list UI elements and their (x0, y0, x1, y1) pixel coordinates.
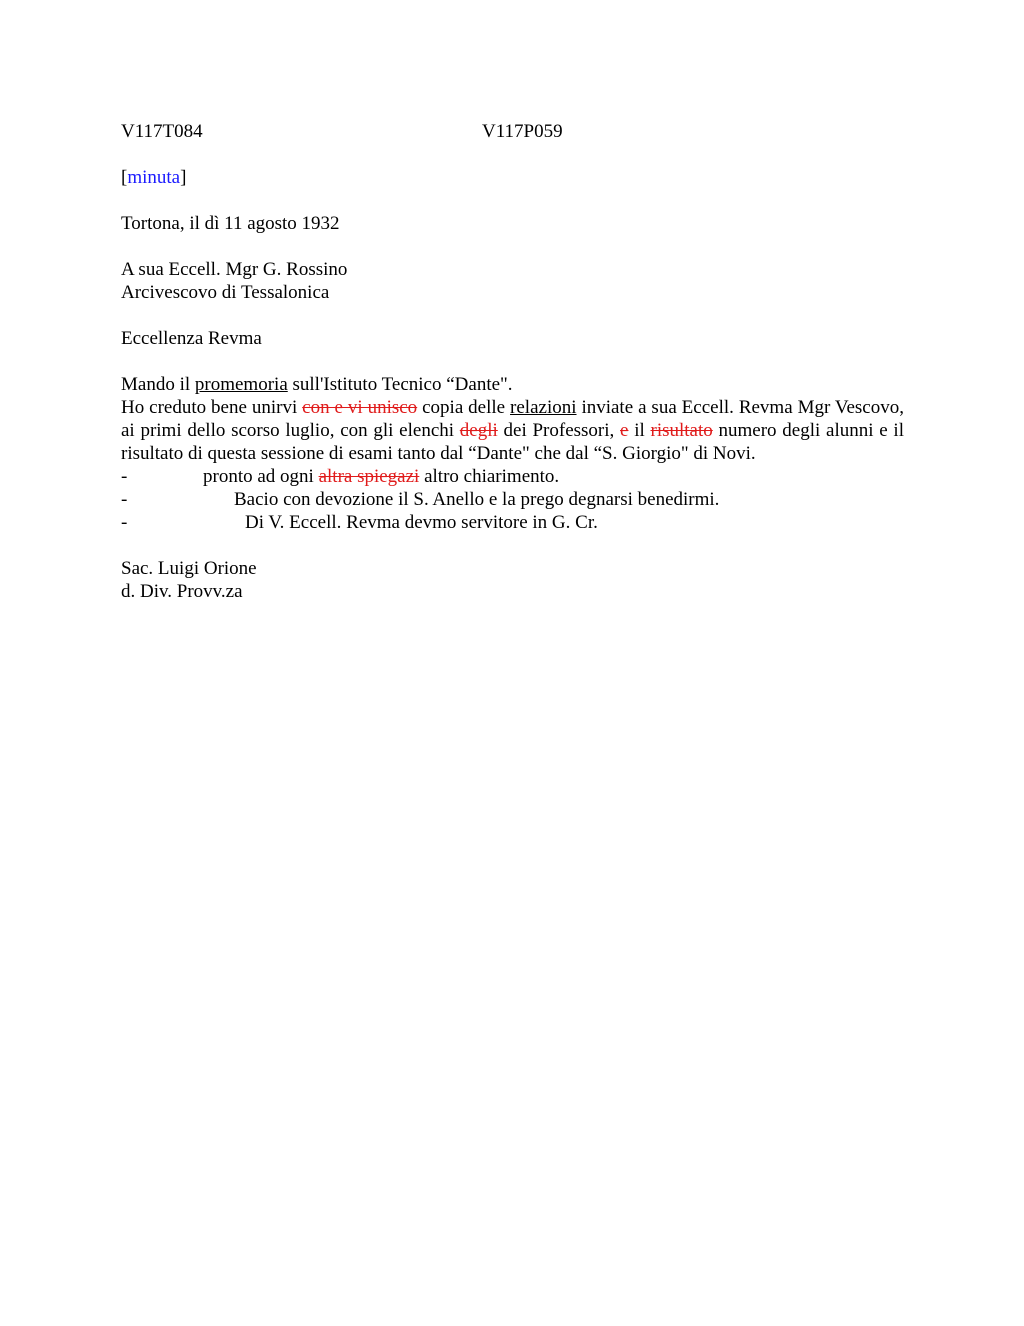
deleted-text: con e vi unisco (302, 397, 418, 418)
recipient-line-1: A sua Eccell. Mgr G. Rossino (121, 259, 348, 280)
text-run: Ho creduto bene unirvi (121, 397, 303, 418)
text-run: il (628, 420, 651, 441)
text-run: sull'Istituto Tecnico “Dante". (287, 374, 513, 395)
draft-note (121, 166, 904, 189)
text-run: Mando il (121, 374, 195, 395)
text-run: altro chiarimento. (419, 466, 560, 487)
deleted-text: risultato (650, 420, 713, 441)
dash-line-text: Bacio con devozione il S. Anello e la prego degnarsi benedirmi. (234, 489, 720, 510)
paragraph-1 (121, 373, 904, 396)
bracket-close: ] (180, 167, 187, 188)
reference-codes (121, 120, 904, 143)
salutation: Eccellenza Revma (121, 328, 262, 349)
ref-code-right: V117P059 (482, 121, 563, 142)
dash-line-text: Di V. Eccell. Revma devmo servitore in G. Cr. (245, 512, 598, 533)
text-run: dei Professori, (497, 420, 621, 441)
deleted-text: e (620, 420, 629, 441)
text-run: copia delle (417, 397, 511, 418)
dash-line-text (203, 465, 559, 488)
draft-label: minuta (127, 167, 181, 188)
dash-line-2 (121, 488, 904, 511)
dash-line-1 (121, 465, 904, 488)
text-run: pronto ad ogni (203, 466, 319, 487)
underlined-word: promemoria (194, 374, 288, 395)
text-run: numero degli alunni e il risultato di questa sessione di esami tanto dal “Dante" che dal “S. Giorgio" di Novi. (121, 420, 904, 464)
signature-line-1: Sac. Luigi Orione (121, 558, 257, 579)
signature-line-2: d. Div. Provv.za (121, 581, 243, 602)
recipient-line-2: Arcivescovo di Tessalonica (121, 282, 330, 303)
deleted-text: degli (459, 420, 498, 441)
underlined-word: relazioni (510, 397, 577, 418)
text-run: inviate a sua Eccell. Revma Mgr Vescovo, ai primi dello scorso luglio, con gli elenchi (121, 397, 904, 441)
paragraph-2 (121, 396, 904, 465)
dash-marker: - (121, 466, 128, 487)
dash-line-3 (121, 511, 904, 534)
bracket-open: [ (121, 167, 128, 188)
dash-marker: - (121, 489, 128, 510)
deleted-text: altra spiegazi (318, 466, 420, 487)
dash-marker: - (121, 512, 128, 533)
ref-code-left: V117T084 (121, 121, 203, 142)
place-date: Tortona, il dì 11 agosto 1932 (121, 213, 340, 234)
letter-page (121, 120, 904, 603)
